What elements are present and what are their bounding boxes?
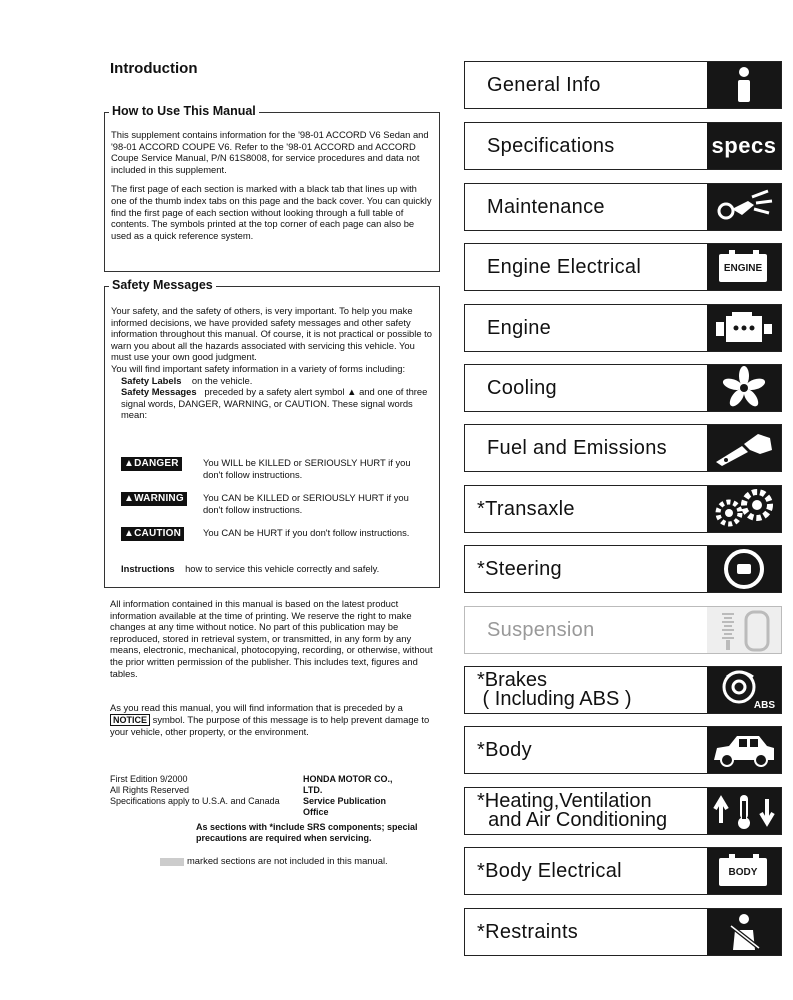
section-tab-icon	[707, 305, 781, 351]
steering-wheel-icon	[722, 547, 766, 591]
safety-messages-text: preceded by a safety alert symbol ▲ and one of three signal words, DANGER, WARNING, or CAUTION. These signal words mean:	[121, 386, 428, 421]
publisher-block	[303, 774, 433, 818]
thermometer-icon	[711, 791, 777, 831]
section-tab-label: General Info	[487, 73, 601, 96]
section-tab-icon	[707, 244, 781, 290]
section-tab-label: Suspension	[487, 618, 595, 641]
safety-labels-text: on the vehicle.	[191, 374, 253, 386]
section-tab-icon	[707, 909, 781, 955]
section-tab-label: *Steering	[477, 557, 562, 580]
section-tab-icon	[707, 425, 781, 471]
section-tab-icon	[707, 788, 781, 834]
brake-disc-icon: ABS	[709, 667, 779, 713]
section-tab-label: Engine Electrical	[487, 255, 642, 278]
instructions-row	[121, 563, 433, 575]
section-tab-label: *Restraints	[477, 920, 579, 943]
car-body-icon	[711, 730, 777, 770]
specs-icon: specs	[711, 133, 777, 158]
engine-icon	[712, 308, 776, 348]
notice-badge: NOTICE	[110, 714, 150, 726]
section-tab[interactable]	[464, 122, 782, 170]
battery-body-icon: BODY	[719, 854, 769, 888]
section-tab-icon	[707, 848, 781, 894]
fuel-nozzle-icon	[712, 428, 776, 468]
shock-absorber-icon	[712, 608, 776, 652]
publisher-line-4: Office	[303, 807, 329, 817]
section-tab[interactable]	[464, 61, 782, 109]
publisher-line-2: LTD.	[303, 785, 323, 795]
section-tab[interactable]	[464, 606, 782, 654]
how-to-use-box	[104, 104, 440, 272]
safety-paragraph-1: Your safety, and the safety of others, is very important. To help you make informed decisions, we have provided safety messages and other safety information throughout this manual. Of course, it is not practical or possible to warn you about all the hazards associated with servicing this vehicle. You must use your own good judgment.	[111, 305, 432, 363]
page-title: Introduction	[110, 60, 198, 77]
section-tab-label: *Body Electrical	[477, 859, 622, 882]
warning-text: You CAN be KILLED or SERIOUSLY HURT if you don't follow instructions.	[203, 492, 409, 515]
section-tab-label: Maintenance	[487, 195, 605, 218]
section-tab-icon	[707, 365, 781, 411]
danger-label: ▲DANGER	[121, 457, 182, 471]
battery-engine-icon: ENGINE	[719, 250, 769, 284]
section-tab-icon	[707, 62, 781, 108]
edition-block	[110, 774, 300, 807]
wrench-hand-icon	[714, 187, 774, 227]
gears-icon	[709, 487, 779, 531]
how-to-use-paragraph-2: The first page of each section is marked with a black tab that lines up with one of the thumb index tabs on this page and the back cover. You can quickly find the first page of each section without looking through a full table of contents. The symbols printed at the top corner of each page can also be used as a quick reference system.	[111, 183, 432, 241]
section-tab-icon	[707, 123, 781, 169]
info-icon	[724, 65, 764, 105]
caution-text: You CAN be HURT if you don't follow instructions.	[203, 527, 410, 538]
safety-paragraph-2: You will find important safety information in a variety of forms including:	[111, 362, 406, 374]
warning-label: ▲WARNING	[121, 492, 187, 506]
section-tab-icon	[707, 607, 781, 653]
publisher-line-3: Service Publication	[303, 796, 387, 806]
section-tab-icon	[707, 546, 781, 592]
section-tab-icon	[707, 184, 781, 230]
section-tab-label: Cooling	[487, 376, 557, 399]
section-tab-label: Engine	[487, 316, 552, 339]
safety-labels-line	[111, 375, 433, 387]
section-tab[interactable]	[464, 304, 782, 352]
section-tab-label: Fuel and Emissions	[487, 436, 667, 459]
section-tab-label: Specifications	[487, 134, 615, 157]
publisher-line-1: HONDA MOTOR CO.,	[303, 774, 393, 784]
section-tab[interactable]	[464, 847, 782, 895]
section-tab[interactable]	[464, 787, 782, 835]
section-tab-label: *Transaxle	[477, 497, 575, 520]
section-tab-label: *Body	[477, 738, 532, 761]
section-tab[interactable]	[464, 908, 782, 956]
safety-messages-heading: Safety Messages	[109, 278, 216, 292]
section-tab-icon	[707, 727, 781, 773]
caution-label: ▲CAUTION	[121, 527, 184, 541]
section-tab[interactable]	[464, 243, 782, 291]
section-tab[interactable]	[464, 666, 782, 714]
notice-after: symbol. The purpose of this message is to help prevent damage to your vehicle, other property, or the environment.	[110, 713, 430, 738]
section-tab-icon	[707, 667, 781, 713]
fan-icon	[722, 366, 766, 410]
not-included-note: marked sections are not included in this manual.	[187, 855, 388, 866]
section-tab-icon	[707, 486, 781, 532]
section-tab-label: *Brakes ( Including ABS )	[477, 669, 632, 710]
not-included-swatch	[160, 858, 184, 866]
seatbelt-icon	[719, 910, 769, 954]
safety-labels-term: Safety Labels	[121, 374, 182, 386]
edition-line-2: All Rights Reserved	[110, 785, 190, 795]
edition-line-3: Specifications apply to U.S.A. and Canada	[110, 796, 280, 806]
srs-note: As sections with *include SRS components; special precautions are required when servicing.	[196, 822, 418, 843]
notice-paragraph	[110, 702, 435, 738]
instructions-text: how to service this vehicle correctly and safely.	[185, 563, 380, 574]
notice-before: As you read this manual, you will find information that is preceded by a	[110, 702, 403, 713]
safety-messages-line	[111, 386, 433, 421]
section-tab-label: *Heating,Ventilation and Air Conditioning	[477, 790, 668, 831]
section-tab[interactable]	[464, 726, 782, 774]
section-tab[interactable]	[464, 545, 782, 593]
section-tab[interactable]	[464, 364, 782, 412]
edition-line-1: First Edition 9/2000	[110, 774, 188, 784]
copyright-paragraph: All information contained in this manual is based on the latest product information available at the time of printing. We reserve the right to make changes at any time without notice. No part of this publication may be reproduced, stored in retrieval system, or transmitted, in any form by any means, electronic, mechanical, photocopying, recording, or otherwise, without the prior written permission of the publisher. This includes text, figures and tables.	[110, 598, 433, 679]
safety-messages-box	[104, 278, 440, 588]
danger-text: You WILL be KILLED or SERIOUSLY HURT if you don't follow instructions.	[203, 457, 411, 480]
how-to-use-paragraph-1: This supplement contains information for the '98-01 ACCORD V6 Sedan and '98-01 ACCORD COUPE V6. Refer to the '98-01 ACCORD and ACCORD Coupe Service Manual, P/N 61S8008, for service procedures and data not included in this supplement.	[111, 129, 429, 175]
section-tab[interactable]	[464, 424, 782, 472]
section-tab[interactable]	[464, 183, 782, 231]
instructions-term: Instructions	[121, 563, 175, 574]
section-tab[interactable]	[464, 485, 782, 533]
how-to-use-heading: How to Use This Manual	[109, 104, 259, 118]
safety-messages-term: Safety Messages	[121, 386, 197, 398]
